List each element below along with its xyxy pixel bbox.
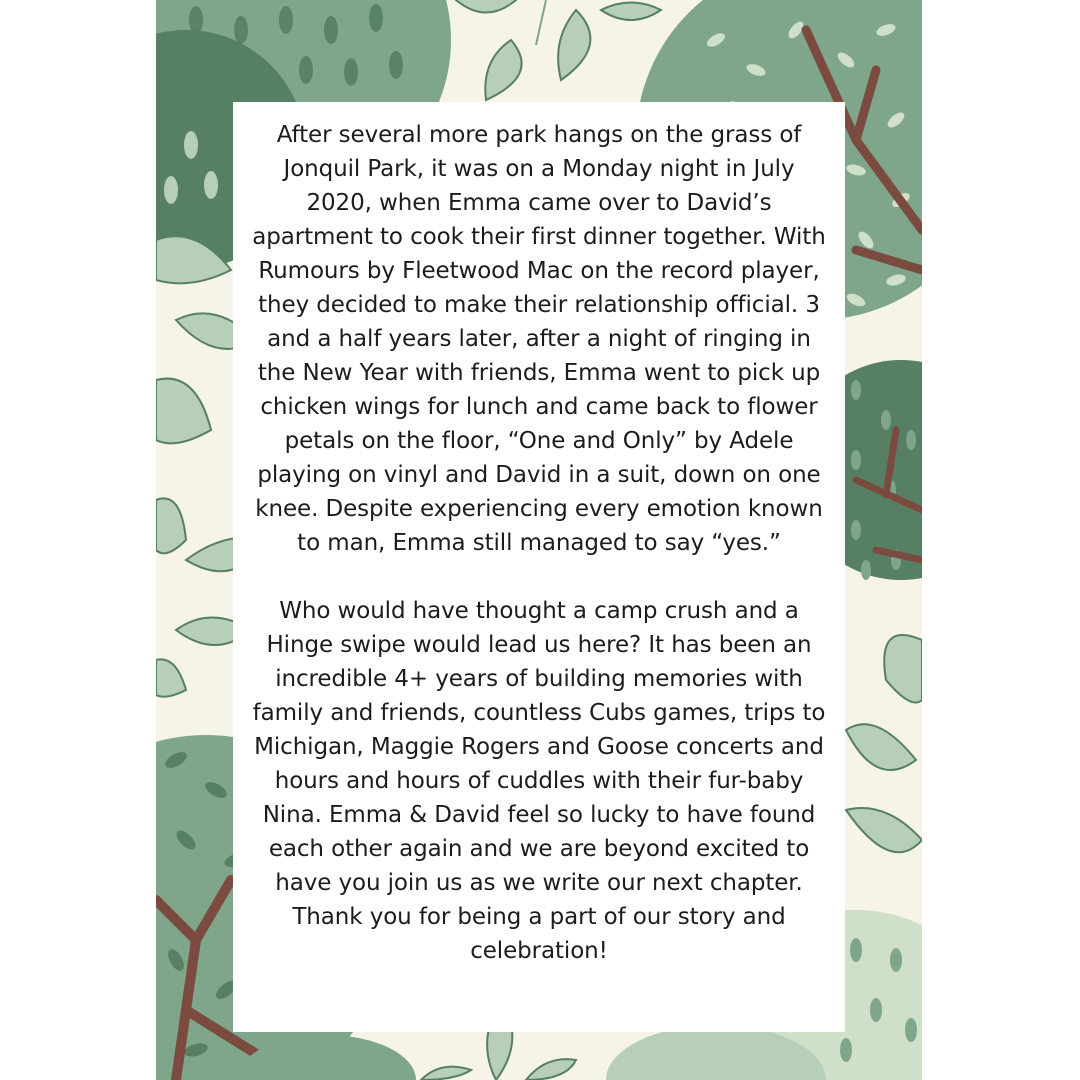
story-paragraph-1: After several more park hangs on the grass of Jonquil Park, it was on a Monday night in July 2020, when Emma came over to David’s apartment to cook their first dinner together. With Rumours by Fleetwood Mac on the record player, they decided to make their relationship official. 3 and a half years later, after a night of ringing in the New Year with friends, Emma went to pick up chicken wings for lunch and came back to flower petals on the floor, “One and Only” by Adele playing on vinyl and David in a suit, down on one knee. Despite experiencing every emotion known to man, Emma still managed to say “yes.” xyxy=(252,122,826,556)
leaf-cluster-top xyxy=(456,0,661,100)
story-paragraph-2: Who would have thought a camp crush and a Hinge swipe would lead us here? It has been an incredible 4+ years of building memories with family and friends, countless Cubs games, trips to Michigan, Maggie Rogers and Goose concerts and hours and hours of cuddles with their fur-baby Nina. Emma & David feel so lucky to have found each other again and we are beyond excited to have you join us as we write our next chapter. Thank you for being a part of our story and celebration! xyxy=(252,598,826,964)
invitation-card xyxy=(156,0,922,1080)
leaf-cluster-right xyxy=(846,635,922,852)
text-panel xyxy=(233,102,845,1032)
paragraph-gap xyxy=(251,560,827,594)
